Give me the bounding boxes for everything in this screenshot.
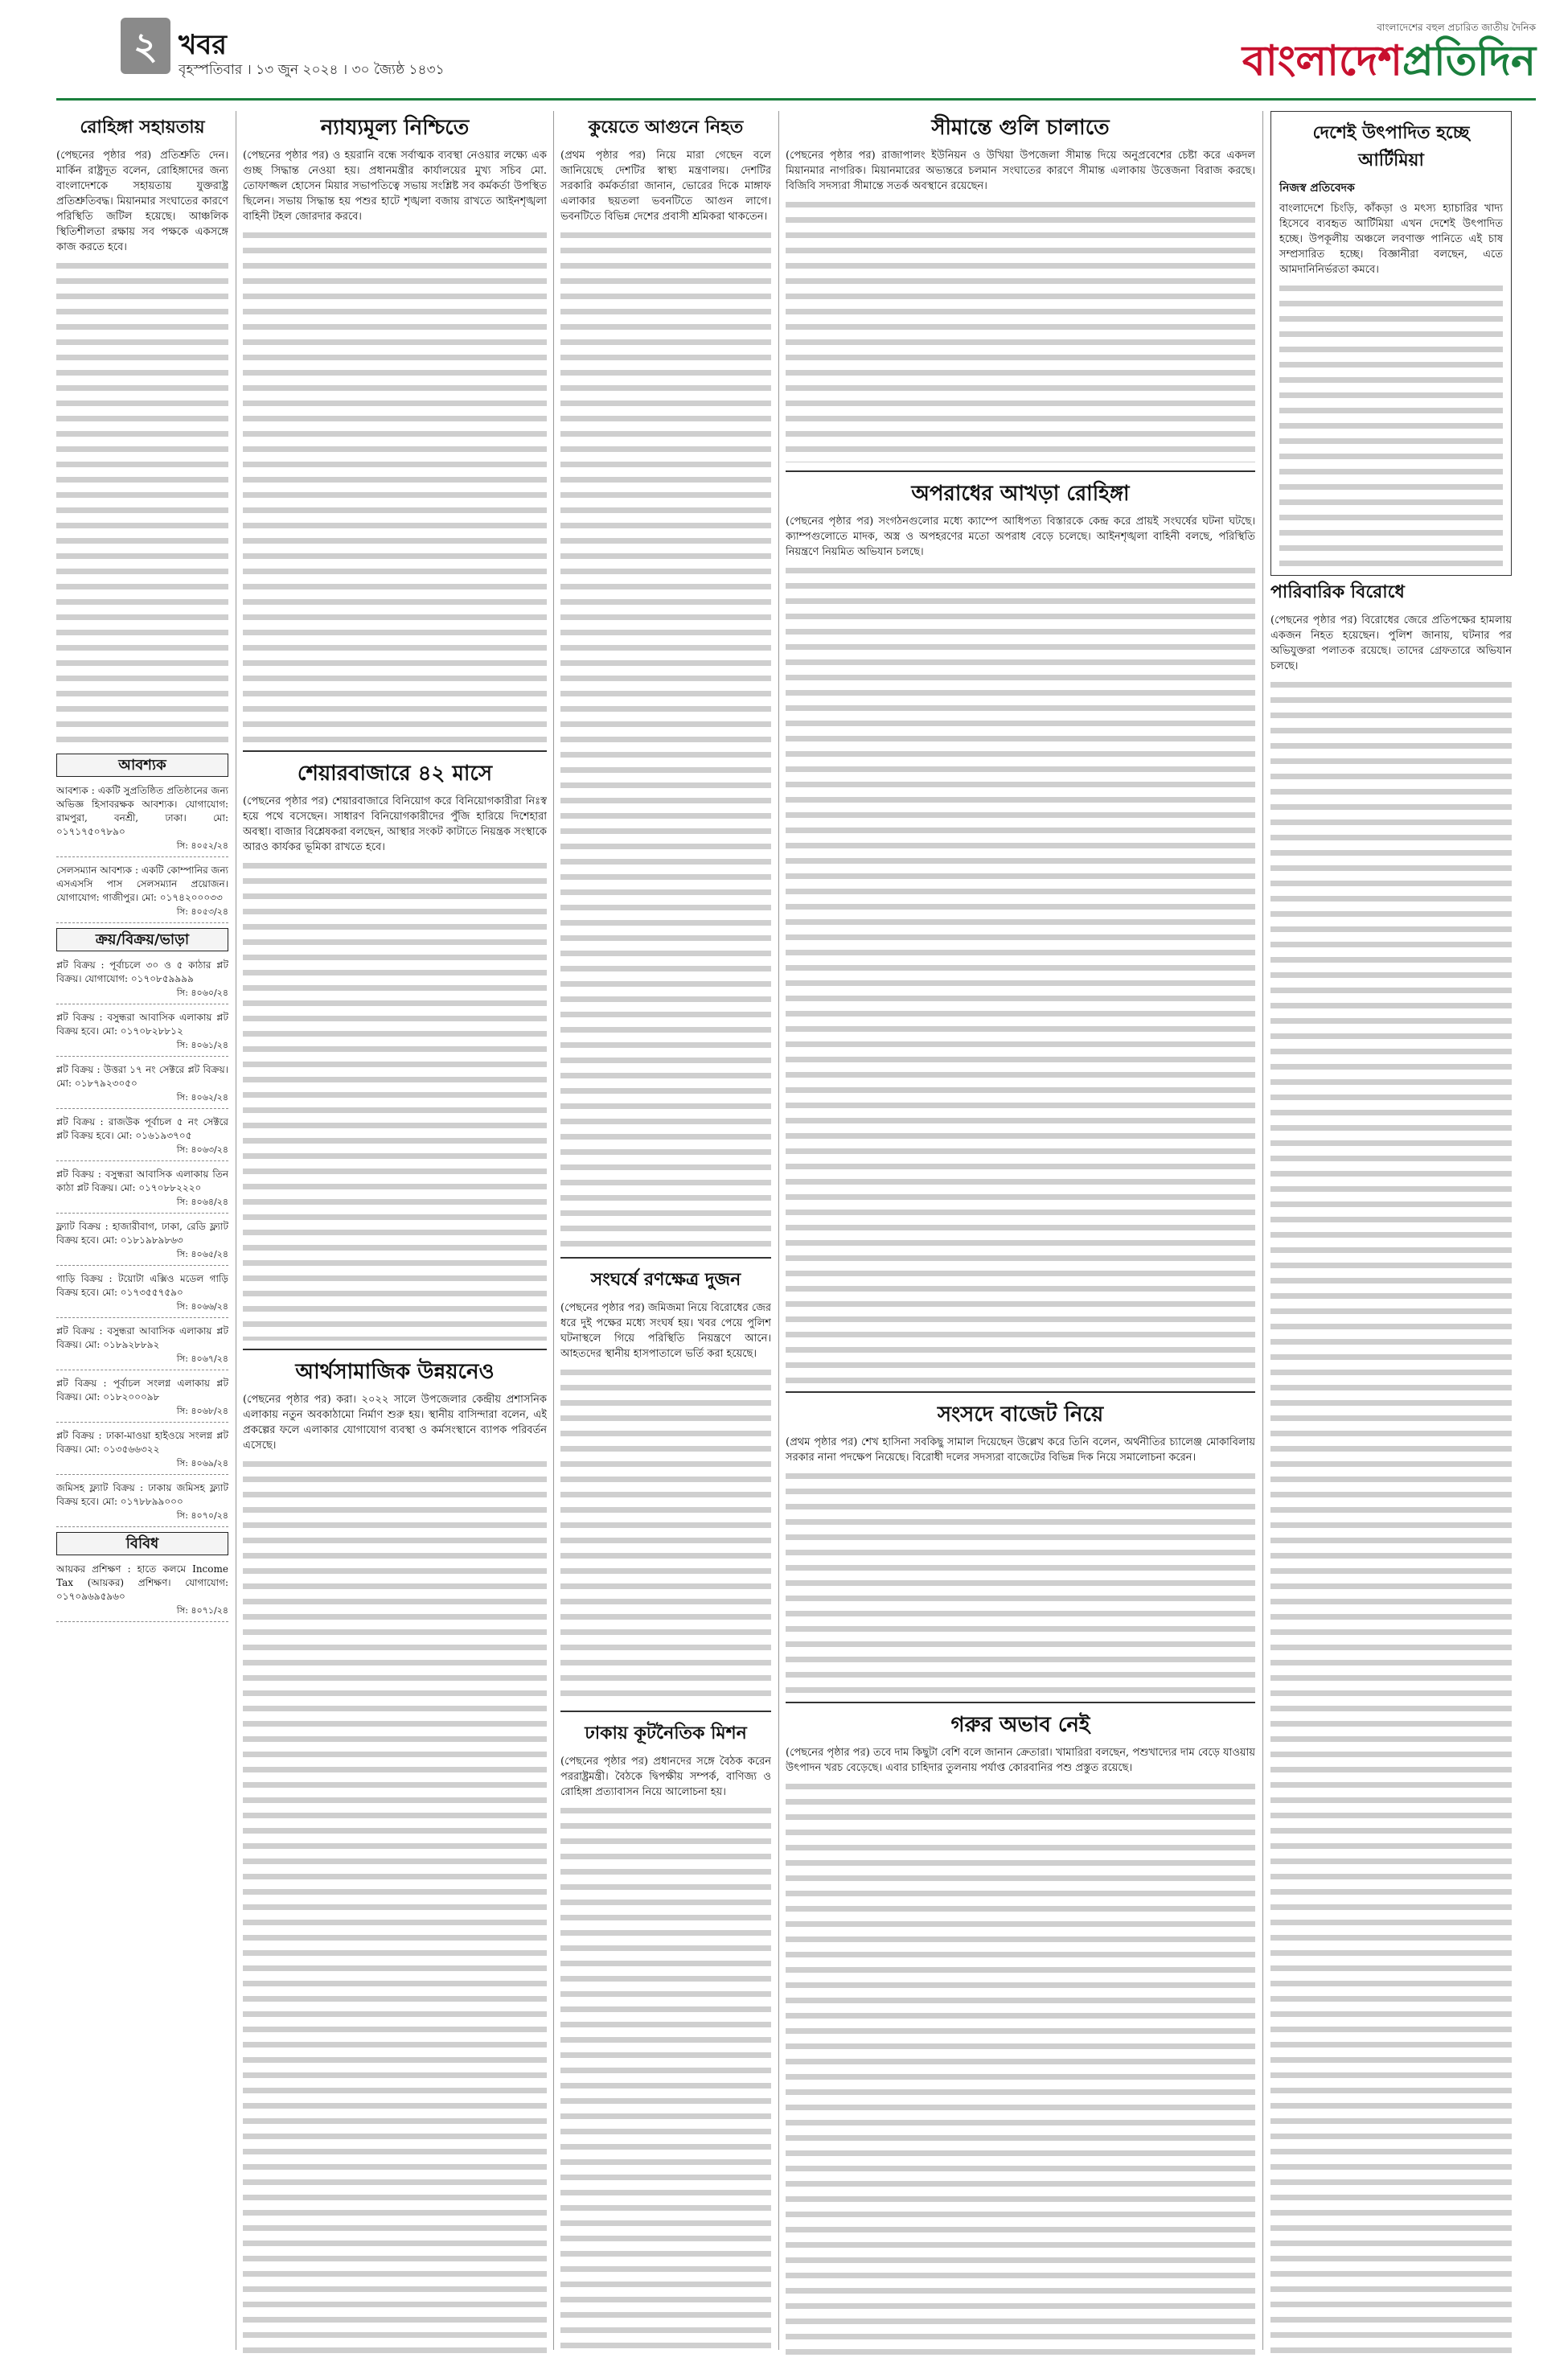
ad-text: আয়কর প্রশিক্ষণ : হাতে কলমে Income Tax (আয়কর) প্রশিক্ষণ। যোগাযোগ: ০১৭০৯৬৯৫৯৬০ (56, 1563, 228, 1602)
classified-ad[interactable] (56, 1061, 228, 1109)
headline-share-market: শেয়ারবাজারে ৪২ মাসে (297, 762, 493, 786)
article-lead: (প্রথম পৃষ্ঠার পর) শেখ হাসিনা সবকিছু সামাল দিয়েছেন উল্লেখ করে তিনি বলেন, অর্থনীতির চ্যালেঞ্জ মোকাবিলায় সরকার নানা পদক্ষেপ নিয়েছে। বিরোধী দলের সদস্যরা বাজেটের বিভিন্ন দিক নিয়ে সমালোচনা করেন। (786, 1436, 1255, 1464)
ad-code: সি: ৪০৭০/২৪ (176, 1510, 228, 1521)
ad-code: সি: ৪০৬০/২৪ (176, 988, 228, 998)
classified-ad[interactable] (56, 782, 228, 857)
dateline: বৃহস্পতিবার । ১৩ জুন ২০২৪ । ৩০ জ্যৈষ্ঠ ১৪৩১ (179, 62, 445, 78)
ad-text: ফ্ল্যাট বিক্রয় : হাজারীবাগ, ঢাকা, রেডি ফ্ল্যাট বিক্রয় হবে। মো: ০১৮১৯৮৯৮৬৩ (56, 1221, 228, 1246)
article-body (1270, 677, 1512, 2355)
ad-text: সেলসম্যান আবশ্যক : একটি কোম্পানির জন্য এসএসসি পাস সেলসম্যান প্রয়োজন। যোগাযোগ: গাজীপুর। মো: ০১৭৪২০০০৩৩ (56, 865, 228, 903)
headline-rohingya-aid: রোহিঙ্গা সহায়তায় (80, 117, 205, 138)
story-divider (560, 1711, 771, 1712)
article-body (560, 1803, 771, 2355)
logo-part-a: বাংলাদেশ (1242, 37, 1403, 85)
headline-crime-den: অপরাধের আখড়া রোহিঙ্গা (911, 482, 1130, 506)
story-divider (786, 1702, 1255, 1703)
headline-family-dispute: পারিবারিক বিরোধে (1270, 582, 1405, 602)
column-divider (778, 111, 779, 2350)
article-lead: (পেছনের পৃষ্ঠার পর) ও হয়রানি বন্ধে সর্বাত্মক ব্যবস্থা নেওয়ার লক্ষ্যে এক গুচ্ছ সিদ্ধান্ত নেওয়া হয়। প্রধানমন্ত্রীর কার্যালয়ের মুখ্য সচিব মো. তোফাজ্জল হোসেন মিয়ার সভাপতিত্বে সভায় সংশ্লিষ্ট সব কর্মকর্তা উপস্থিত ছিলেন। সভায় সিদ্ধান্ত হয় পশুর হাটে শৃঙ্খলা বজায় রাখতে আইনশৃঙ্খলা বাহিনী টহল জোরদার করবে। (243, 150, 547, 223)
ad-code: সি: ৪০৬৪/২৪ (176, 1197, 228, 1207)
story-divider (786, 1391, 1255, 1393)
article-body (56, 258, 228, 749)
logo-tagline: বাংলাদেশের বহুল প্রচারিত জাতীয় দৈনিক (1377, 22, 1536, 33)
story-divider (243, 750, 547, 752)
headline-artemia: দেশেই উৎপাদিত হচ্ছে আর্টিমিয়া (1312, 123, 1470, 170)
article-body (243, 1456, 547, 2355)
story-divider (243, 1349, 547, 1350)
ad-code: সি: ৪০৭১/২৪ (176, 1605, 228, 1616)
column-three (560, 111, 771, 2355)
article-lead: (পেছনের পৃষ্ঠার পর) করা। ২০২২ সালে উপজেলার কেন্দ্রীয় প্রশাসনিক এলাকায় নতুন অবকাঠামো নির্মাণ শুরু হয়। স্থানীয় বাসিন্দারা বলেন, এই প্রকল্পের ফলে এলাকার যোগাযোগ ব্যবস্থা ও কর্মসংস্থানে ব্যাপক পরিবর্তন এসেছে। (243, 1394, 547, 1452)
byline: নিজস্ব প্রতিবেদক (1279, 182, 1355, 195)
column-four-five (786, 111, 1255, 2355)
masthead-logo[interactable] (1242, 21, 1536, 85)
article-lead: (পেছনের পৃষ্ঠার পর) বিরোধের জেরে প্রতিপক্ষের হামলায় একজন নিহত হয়েছেন। পুলিশ জানায়, ঘটনার পর অভিযুক্তরা পলাতক রয়েছে। তাদের গ্রেফতারে অভিযান চলছে। (1270, 614, 1512, 672)
classified-sale-title: ক্রয়/বিক্রয়/ভাড়া (56, 928, 228, 951)
headline-border-firing: সীমান্তে গুলি চালাতে (931, 116, 1110, 140)
article-body (560, 228, 771, 1249)
headline-fair-price: ন্যায্যমূল্য নিশ্চিতে (320, 116, 470, 140)
column-six (1270, 111, 1512, 2355)
article-lead: (পেছনের পৃষ্ঠার পর) রাজাপালং ইউনিয়ন ও উখিয়া উপজেলা সীমান্ত দিয়ে অনুপ্রবেশের চেষ্টা করে একদল মিয়ানমার নাগরিক। মিয়ানমারের অভ্যন্তরে চলমান সংঘাতের কারণে সীমান্ত এলাকায় উত্তেজনা বিরাজ করছে। বিজিবি সদস্যরা সীমান্তে সতর্ক অবস্থানে রয়েছেন। (786, 150, 1255, 192)
logo-name (1242, 37, 1536, 85)
ad-code: সি: ৪০৬৮/২৪ (176, 1406, 228, 1416)
article-body (1279, 281, 1503, 570)
feature-box (1270, 111, 1512, 576)
article-body (786, 1779, 1255, 2355)
classified-ad[interactable] (56, 861, 228, 923)
ad-text: জমিসহ ফ্ল্যাট বিক্রয় : ঢাকায় জমিসহ ফ্ল্যাট বিক্রয় হবে। মো: ০১৭৮৮৯৯০০০ (56, 1482, 228, 1507)
headline-budget-parliament: সংসদে বাজেট নিয়ে (937, 1403, 1104, 1427)
classified-ad[interactable] (56, 956, 228, 1004)
ad-text: প্লট বিক্রয় : পূর্বাচলে ৩০ ও ৫ কাঠার প্লট বিক্রয়। যোগাযোগ: ০১৭০৮৫৯৯৯৯ (56, 959, 228, 984)
headline-clash: সংঘর্ষে রণক্ষেত্র দুজন (590, 1270, 741, 1290)
ad-text: প্লট বিক্রয় : ঢাকা-মাওয়া হাইওয়ে সংলগ্ন প্লট বিক্রয়। মো: ০১৩৫৬৬৩২২ (56, 1430, 228, 1455)
ad-code: সি: ৪০৬২/২৪ (176, 1092, 228, 1103)
ad-text: প্লট বিক্রয় : বসুন্ধরা আবাসিক এলাকায় প্লট বিক্রয়। মো: ০১৮৯২৮৮৯২ (56, 1325, 228, 1350)
section-title: খবর (179, 29, 227, 61)
headline-cattle-supply: গরুর অভাব নেই (950, 1713, 1090, 1737)
article-body (560, 1365, 771, 1702)
story-divider (786, 470, 1255, 472)
article-lead: (পেছনের পৃষ্ঠার পর) জমিজমা নিয়ে বিরোধের জের ধরে দুই পক্ষের মধ্যে সংঘর্ষ হয়। খবর পেয়ে পুলিশ ঘটনাস্থলে গিয়ে পরিস্থিতি নিয়ন্ত্রণে আনে। আহতদের স্থানীয় হাসপাতালে ভর্তি করা হয়েছে। (560, 1302, 771, 1360)
ad-code: সি: ৪০৬৫/২৪ (176, 1249, 228, 1259)
classified-ad[interactable] (56, 1374, 228, 1423)
classified-ad[interactable] (56, 1560, 228, 1622)
ad-text: গাড়ি বিক্রয় : টয়োটা এক্সিও মডেল গাড়ি বিক্রয় হবে। মো: ০১৭৩৫৫৭৫৯০ (56, 1273, 228, 1298)
ad-text: প্লট বিক্রয় : বসুন্ধরা আবাসিক এলাকায় প্লট বিক্রয় হবে। মো: ০১৭০৮২৮৮১২ (56, 1012, 228, 1037)
article-body (243, 858, 547, 1341)
article-lead: (পেছনের পৃষ্ঠার পর) প্রধানদের সঙ্গে বৈঠক করেন পররাষ্ট্রমন্ত্রী। বৈঠকে দ্বিপক্ষীয় সম্পর্ক, বাণিজ্য ও রোহিঙ্গা প্রত্যাবাসন নিয়ে আলোচনা হয়। (560, 1756, 771, 1798)
ad-text: আবশ্যক : একটি সুপ্রতিষ্ঠিত প্রতিষ্ঠানের জন্য অভিজ্ঞ হিসাবরক্ষক আবশ্যক। যোগাযোগ: রামপুরা, বনশ্রী, ঢাকা। মো: ০১৭১৭৫০৭৮৯০ (56, 785, 228, 837)
headline-kuwait-fire: কুয়েতে আগুনে নিহত (588, 117, 744, 138)
ad-code: সি: ৪০৬৯/২৪ (176, 1458, 228, 1468)
article-body (786, 1468, 1255, 1694)
ad-text: প্লট বিক্রয় : পূর্বাচল সংলগ্ন এলাকায় প্লট বিক্রয়। মো: ০১৮২০০০৯৮ (56, 1378, 228, 1403)
ad-text: প্লট বিক্রয় : উত্তরা ১৭ নং সেক্টরে প্লট বিক্রয়। মো: ০১৮৭৯২৩০৫০ (56, 1064, 228, 1089)
ad-code: সি: ৪০৫৩/২৪ (176, 906, 228, 917)
column-divider (553, 111, 554, 2350)
article-lead: (পেছনের পৃষ্ঠার পর) শেয়ারবাজারে বিনিয়োগ করে বিনিয়োগকারীরা নিঃস্ব হয়ে পথে বসেছেন। সাধারণ বিনিয়োগকারীদের পুঁজি হারিয়ে দিশেহারা অবস্থা। বাজার বিশ্লেষকরা বলছেন, আস্থার সংকট কাটাতে নিয়ন্ত্রক সংস্থাকে আরও কার্যকর ভূমিকা রাখতে হবে। (243, 795, 547, 853)
article-lead: (পেছনের পৃষ্ঠার পর) প্রতিশ্রুতি দেন। মার্কিন রাষ্ট্রদূত বলেন, রোহিঙ্গাদের জন্য বাংলাদেশকে সহায়তায় যুক্তরাষ্ট্র প্রতিশ্রুতিবদ্ধ। মিয়ানমার সংঘাতের কারণে পরিস্থিতি জটিল হয়েছে। আঞ্চলিক স্থিতিশীলতা রক্ষায় সব পক্ষকে একসঙ্গে কাজ করতে হবে। (56, 150, 228, 253)
article-lead: বাংলাদেশে চিংড়ি, কাঁকড়া ও মৎস্য হ্যাচারির খাদ্য হিসেবে ব্যবহৃত আর্টিমিয়া এখন দেশেই উৎপাদিত হচ্ছে। উপকূলীয় অঞ্চলে লবণাক্ত পানিতে এই চাষ সম্প্রসারিত হচ্ছে। বিজ্ঞানীরা বলছেন, এতে আমদানিনির্ভরতা কমবে। (1279, 203, 1503, 276)
classified-ad[interactable] (56, 1165, 228, 1214)
article-lead: (পেছনের পৃষ্ঠার পর) সংগঠনগুলোর মধ্যে ক্যাম্পে আধিপত্য বিস্তারকে কেন্দ্র করে প্রায়ই সংঘর্ষের ঘটনা ঘটছে। ক্যাম্পগুলোতে মাদক, অস্ত্র ও অপহরণের মতো অপরাধ বেড়ে চলেছে। আইনশৃঙ্খলা বাহিনী বলছে, পরিস্থিতি নিয়ন্ত্রণে নিয়মিত অভিযান চলছে। (786, 515, 1255, 558)
classified-ad[interactable] (56, 1008, 228, 1057)
classified-wanted-title: আবশ্যক (56, 754, 228, 777)
column-divider (1262, 111, 1263, 2350)
article-body (786, 563, 1255, 1383)
article-lead: (পেছনের পৃষ্ঠার পর) তবে দাম কিছুটা বেশি বলে জানান ক্রেতারা। খামারিরা বলছেন, পশুখাদ্যের দাম বেড়ে যাওয়ায় উৎপাদন খরচ বেড়েছে। এবার চাহিদার তুলনায় পর্যাপ্ত কোরবানির পশু প্রস্তুত রয়েছে। (786, 1747, 1255, 1774)
page-number: ২ (121, 18, 170, 74)
headline-socioeconomic: আর্থসামাজিক উন্নয়নেও (295, 1360, 495, 1384)
ad-code: সি: ৪০৫২/২৪ (176, 840, 228, 851)
ad-code: সি: ৪০৬৭/২৪ (176, 1353, 228, 1364)
logo-part-b: প্রতিদিন (1402, 37, 1536, 85)
ad-code: সি: ৪০৬৬/২৪ (176, 1301, 228, 1312)
ad-text: প্লট বিক্রয় : বসুন্ধরা আবাসিক এলাকায় তিন কাঠা প্লট বিক্রয়। মো: ০১৭০৮৮২২২০ (56, 1169, 228, 1193)
classified-ad[interactable] (56, 1218, 228, 1266)
classified-ad[interactable] (56, 1427, 228, 1475)
ad-code: সি: ৪০৬৩/২৪ (176, 1144, 228, 1155)
classified-ad[interactable] (56, 1270, 228, 1318)
article-body (786, 197, 1255, 462)
ad-code: সি: ৪০৬১/২৪ (176, 1040, 228, 1050)
column-classifieds (56, 111, 228, 2355)
classified-misc-title: বিবিধ (56, 1532, 228, 1555)
article-body (243, 228, 547, 742)
column-two (243, 111, 547, 2355)
headline-diplomatic-mission: ঢাকায় কূটনৈতিক মিশন (585, 1723, 747, 1744)
story-divider (560, 1257, 771, 1259)
ad-text: প্লট বিক্রয় : রাজউক পূর্বাচল ৫ নং সেক্টরে প্লট বিক্রয় হবে। মো: ০১৬১৯৩৭০৫ (56, 1116, 228, 1141)
masthead-rule (56, 98, 1536, 101)
classified-ad[interactable] (56, 1479, 228, 1527)
classified-ad[interactable] (56, 1322, 228, 1370)
article-lead: (প্রথম পৃষ্ঠার পর) নিয়ে মারা গেছেন বলে জানিয়েছে দেশটির স্বাস্থ্য মন্ত্রণালয়। দেশটির সরকারি কর্মকর্তারা জানান, ভোরের দিকে মাঙ্গাফ এলাকার ছয়তলা ভবনটিতে আগুন লাগে। ভবনটিতে বিভিন্ন দেশের প্রবাসী শ্রমিকরা থাকতেন। (560, 150, 771, 223)
classified-ad[interactable] (56, 1113, 228, 1161)
